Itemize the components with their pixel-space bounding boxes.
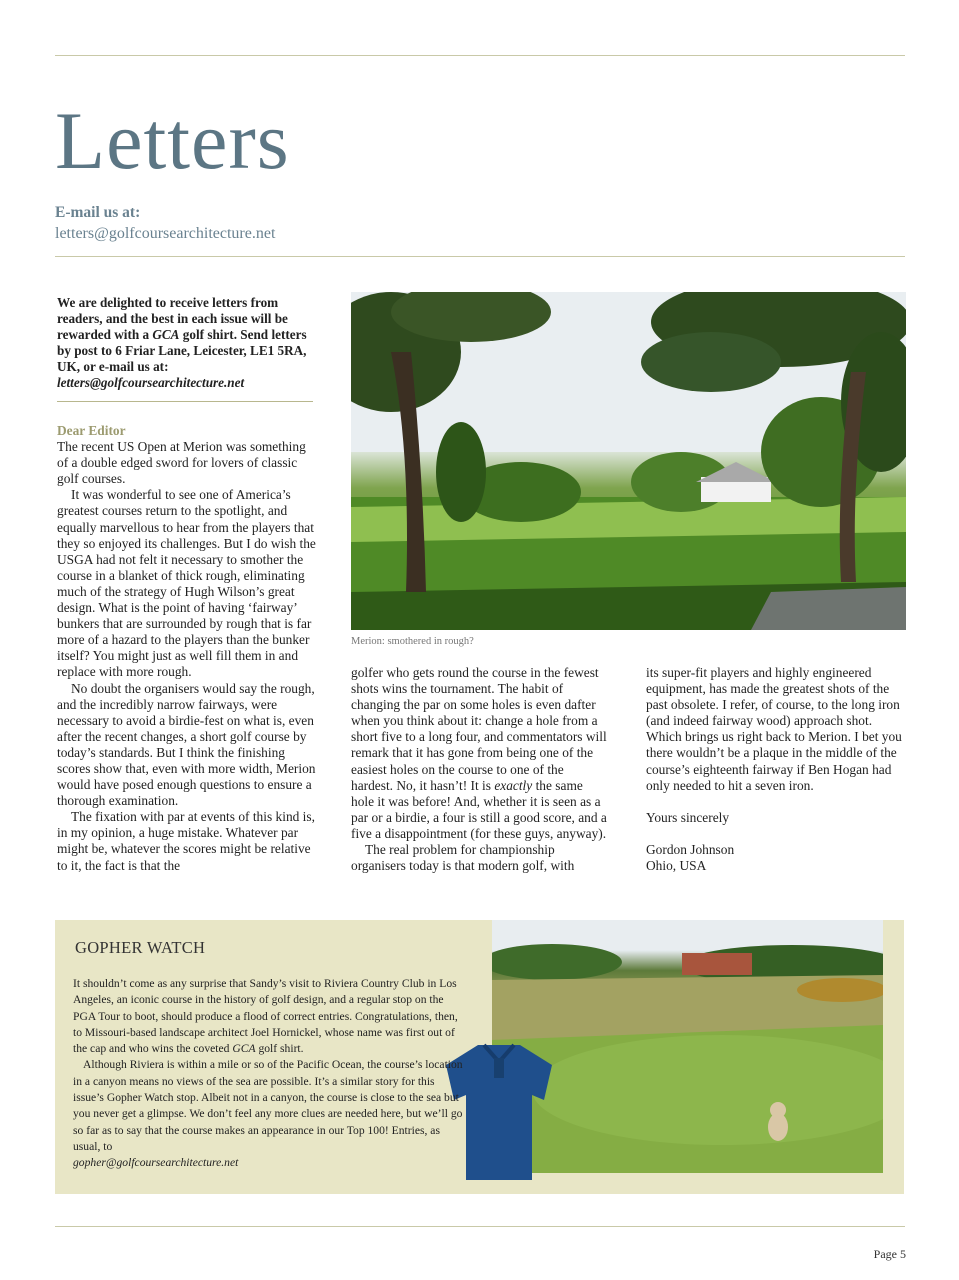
paragraph: Although Riviera is within a mile or so of the Pacific Ocean, the course’s location in a canyon means no views of the sea are possible. It’s a similar story for this issue’s Gopher Watch stop. Albeit not in a canyon, the course is close to the sea but you never get a glimpse. We don’t feel any more clues are needed here, but we’ll go so far as to say that the course makes an appearance in our Top 100! Entries, as usual, to	[73, 1058, 463, 1153]
author-location: Ohio, USA	[646, 857, 707, 873]
gopher-email-link[interactable]	[73, 1155, 465, 1171]
page-number: Page 5	[873, 1247, 906, 1261]
text-run: It shouldn’t come as any surprise that Sandy’s visit to Riviera Country Club in Los Angeles, an iconic course in the history of golf design, and a regular stop on the PGA Tour to boot, should produce a flood of correct entries. Congratulations, then, to Missouri-based landscape architect Joel Hornickel, whose name was first out of the cap and who wins the coveted	[73, 977, 458, 1056]
merion-photo	[351, 292, 906, 630]
text-italic: exactly	[494, 777, 533, 793]
email-link[interactable]: letters@golfcoursearchitecture.net	[55, 225, 276, 242]
gopher-email[interactable]: gopher@golfcoursearchitecture.net	[73, 1156, 239, 1170]
intro-text	[57, 295, 315, 391]
gopher-watch-title: GOPHER WATCH	[75, 938, 206, 957]
intro-part: We are delighted to receive letters from readers, and the best in each issue will be rewarded with a	[57, 295, 288, 342]
email-label: E-mail us at:	[55, 204, 141, 221]
gopher-watch-text	[73, 976, 465, 1172]
author-name: Gordon Johnson	[646, 841, 735, 857]
header-rule	[55, 256, 905, 257]
page-title: Letters	[55, 95, 290, 186]
intro-italic: GCA	[152, 327, 180, 342]
intro-rule	[57, 401, 313, 402]
intro-part: golf shirt. Send letters by post to 6 Friar Lane, Leicester, LE1 5RA, UK, or e-mail us at:	[57, 327, 307, 374]
text-run: golf shirt.	[255, 1042, 304, 1056]
top-rule	[55, 55, 905, 56]
letter-column-3	[646, 665, 904, 874]
paragraph: its super-fit players and highly engineered equipment, has made the greatest shots of the past obsolete. I refer, of course, to the long iron (and indeed fairway wood) approach shot. Which brings us right back to Merion. I bet you there wouldn’t be a plaque in the middle of the course’s eighteenth fairway if Ben Hogan had only needed to hit a seven iron.	[646, 665, 902, 793]
text-run: golfer who gets round the course in the fewest shots wins the tournament. The habit of changing the par on some holes is even dafter when you think about it: change a hole from a short five to a long four, and commentators will remark that it has gone from being one of the easiest holes on the course to one of the hardest. No, it hasn’t! It is	[351, 665, 607, 793]
paragraph: No doubt the organisers would say the rough, and the incredibly narrow fairways, were necessary to avoid a birdie-fest on what is, even after the recent changes, a short golf course by today’s standards. But I think the finishing scores show that, even with more width, Merion would have posed enough questions to ensure a thorough examination.	[57, 680, 316, 809]
photo-caption: Merion: smothered in rough?	[351, 636, 474, 647]
footer-rule	[55, 1226, 905, 1227]
letter-column-1	[57, 423, 319, 874]
paragraph: The fixation with par at events of this kind is, in my opinion, a huge mistake. Whatever par might be, whatever the scores might be relative to it, the fact is that the	[57, 809, 315, 873]
salutation: Dear Editor	[57, 423, 126, 438]
paragraph	[351, 665, 609, 842]
intro-email-link[interactable]: letters@golfcoursearchitecture.net	[57, 375, 245, 390]
paragraph	[73, 976, 465, 1057]
text-run: the same hole it was before! And, whether it is seen as a par or a birdie, a four is still a good score, and a five a disappointment (for these guys, anyway).	[351, 777, 607, 841]
merion-illustration	[351, 292, 906, 630]
signoff: Yours sincerely	[646, 809, 730, 825]
paragraph: The recent US Open at Merion was something of a double edged sword for lovers of classic golf courses.	[57, 439, 306, 487]
letter-column-2	[351, 665, 609, 874]
paragraph: The real problem for championship organisers today is that modern golf, with	[351, 842, 575, 874]
text-italic: GCA	[232, 1042, 256, 1056]
paragraph: It was wonderful to see one of America’s greatest courses return to the spotlight, and equally marvellous to hear from the players that they so enjoyed its challenges. But I do wish the USGA had not felt it necessary to smother the course in a blanket of thick rough, eliminating much of the strategy of Hugh Wilson’s great design. What is the point of having ‘fairway’ bunkers that are surrounded by rough that is far more of a hazard to the players than the bunker itself? You might just as well fill them in and replace with more rough.	[57, 487, 316, 680]
